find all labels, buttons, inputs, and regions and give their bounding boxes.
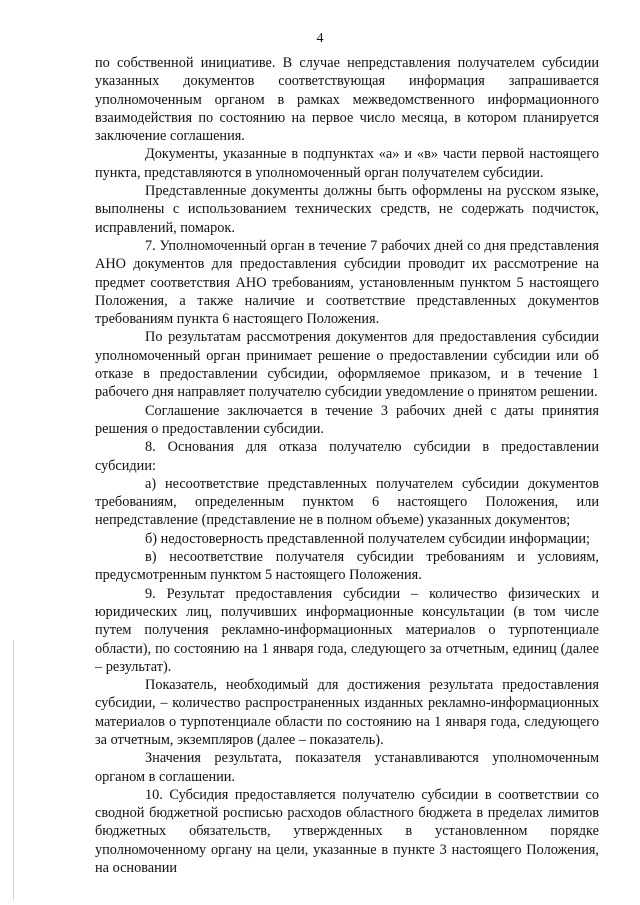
page-number: 4 — [316, 31, 324, 46]
paragraph-item-8b: б) недостоверность представленной получателем субсидии информации; — [145, 530, 590, 547]
paragraph-review-results: По результатам рассмотрения документов для предоставления субсидии уполномоченный орган принимает решение о предоставлении субсидии или об отказе в предоставлении субсидии, оформляемое приказом, и в течение 1 рабочего дня направляет получателю субсидии уведомление о принятом решении. — [95, 329, 599, 401]
paragraph-values: Значения результата, показателя устанавливаются уполномоченным органом в соглашении. — [95, 750, 599, 785]
document-body — [95, 54, 599, 877]
paragraph-agreement-term: Соглашение заключается в течение 3 рабочих дней с даты принятия решения о предоставлении субсидии. — [95, 402, 599, 437]
paragraph-documents-submission: Документы, указанные в подпунктах «а» и «в» части первой настоящего пункта, представляются в уполномоченный орган получателем субсидии. — [95, 146, 599, 181]
paragraph-item-8a: а) несоответствие представленных получателем субсидии документов требованиям, определенным пунктом 6 настоящего Положения, или непредставление (представление не в полном объеме) указанных документов; — [95, 475, 599, 529]
paragraph-indicator: Показатель, необходимый для достижения результата предоставления субсидии, – количество распространенных изданных рекламно-информационных материалов о турпотенциале области по состоянию на 1 января года, следующего за отчетным, экземпляров (далее – показатель). — [95, 677, 599, 748]
scan-edge-line — [13, 640, 14, 900]
paragraph-continuation: по собственной инициативе. В случае непредставления получателем субсидии указанных документов соответствующая информация запрашивается уполномоченным органом в рамках межведомственного информационного взаимодействия по состоянию на первое число месяца, в котором планируется заключение соглашения. — [95, 55, 599, 145]
paragraph-item-8c: в) несоответствие получателя субсидии требованиям и условиям, предусмотренным пунктом 5 настоящего Положения. — [95, 549, 599, 584]
paragraph-item-10: 10. Субсидия предоставляется получателю субсидии в соответствии со сводной бюджетной росписью расходов областного бюджета в пределах лимитов бюджетных обязательств, утвержденных в установленном порядке уполномоченному органу на цели, указанные в пункте 3 настоящего Положения, на основании — [95, 786, 599, 877]
paragraph-documents-requirements: Представленные документы должны быть оформлены на русском языке, выполнены с использованием технических средств, не содержать подчисток, исправлений, помарок. — [95, 183, 599, 236]
paragraph-item-9: 9. Результат предоставления субсидии – количество физических и юридических лиц, получивших информационные консультации (в том числе путем получения рекламно-информационных материалов о турпотенциале области), по состоянию на 1 января года, следующего за отчетным, единиц (далее – результат). — [95, 585, 599, 675]
paragraph-item-7: 7. Уполномоченный орган в течение 7 рабочих дней со дня представления АНО документов для предоставления субсидии проводит их рассмотрение на предмет соответствия АНО требованиям, установленным пунктом 5 настоящего Положения, а также наличие и соответствие представленных документов требованиям пункта 6 настоящего Положения. — [95, 237, 599, 328]
paragraph-item-8: 8. Основания для отказа получателю субсидии в предоставлении субсидии: — [95, 439, 599, 474]
